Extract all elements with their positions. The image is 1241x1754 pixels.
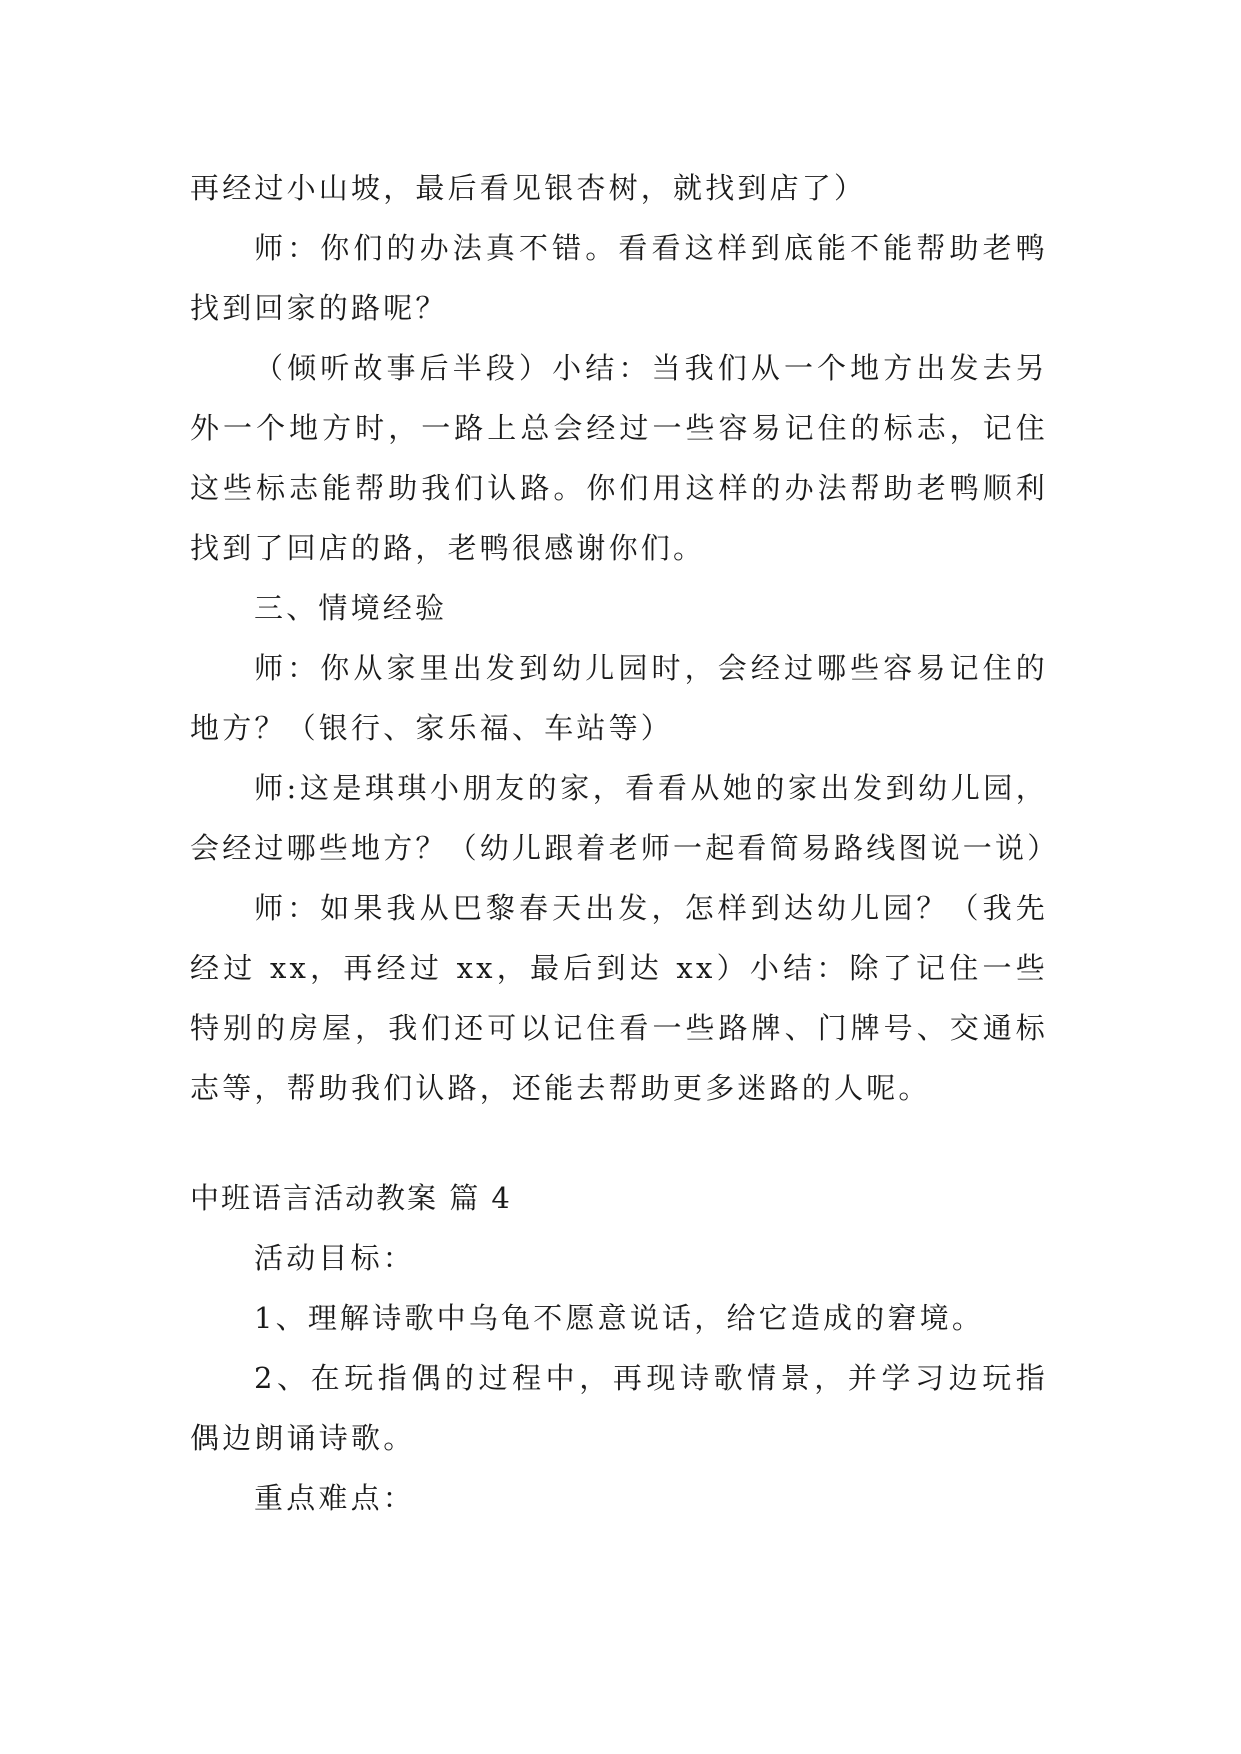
section-heading: 中班语言活动教案 篇 4 (190, 1181, 512, 1215)
paragraph: 师：你从家里出发到幼儿园时，会经过哪些容易记住的地方？（银行、家乐福、车站等） (190, 651, 1048, 745)
subheading: 三、情境经验 (254, 591, 448, 625)
paragraph: （倾听故事后半段）小结：当我们从一个地方出发去另外一个地方时，一路上总会经过一些容易记住的标志，记住这些标志能帮助我们认路。你们用这样的办法帮助老鸭顺利找到了回店的路，老鸭很感谢你们。 (190, 351, 1048, 565)
paragraph: 师:这是琪琪小朋友的家，看看从她的家出发到幼儿园，会经过哪些地方？（幼儿跟着老师一起看简易路线图说一说） (190, 771, 1060, 865)
paragraph: 师：如果我从巴黎春天出发，怎样到达幼儿园？（我先经过 xx，再经过 xx，最后到达 xx）小结：除了记住一些特别的房屋，我们还可以记住看一些路牌、门牌号、交通标志等，帮助我们认路，还能去帮助更多迷路的人呢。 (190, 891, 1048, 1105)
list-item: 2、在玩指偶的过程中，再现诗歌情景，并学习边玩指偶边朗诵诗歌。 (190, 1361, 1048, 1455)
label-key-points: 重点难点： (254, 1481, 416, 1515)
list-item: 1、理解诗歌中乌龟不愿意说话，给它造成的窘境。 (254, 1301, 985, 1335)
document-body (190, 158, 1060, 1528)
label-goals: 活动目标： (254, 1241, 416, 1275)
paragraph-continuation: 再经过小山坡，最后看见银杏树，就找到店了） (190, 171, 867, 205)
paragraph: 师：你们的办法真不错。看看这样到底能不能帮助老鸭找到回家的路呢？ (190, 231, 1048, 325)
